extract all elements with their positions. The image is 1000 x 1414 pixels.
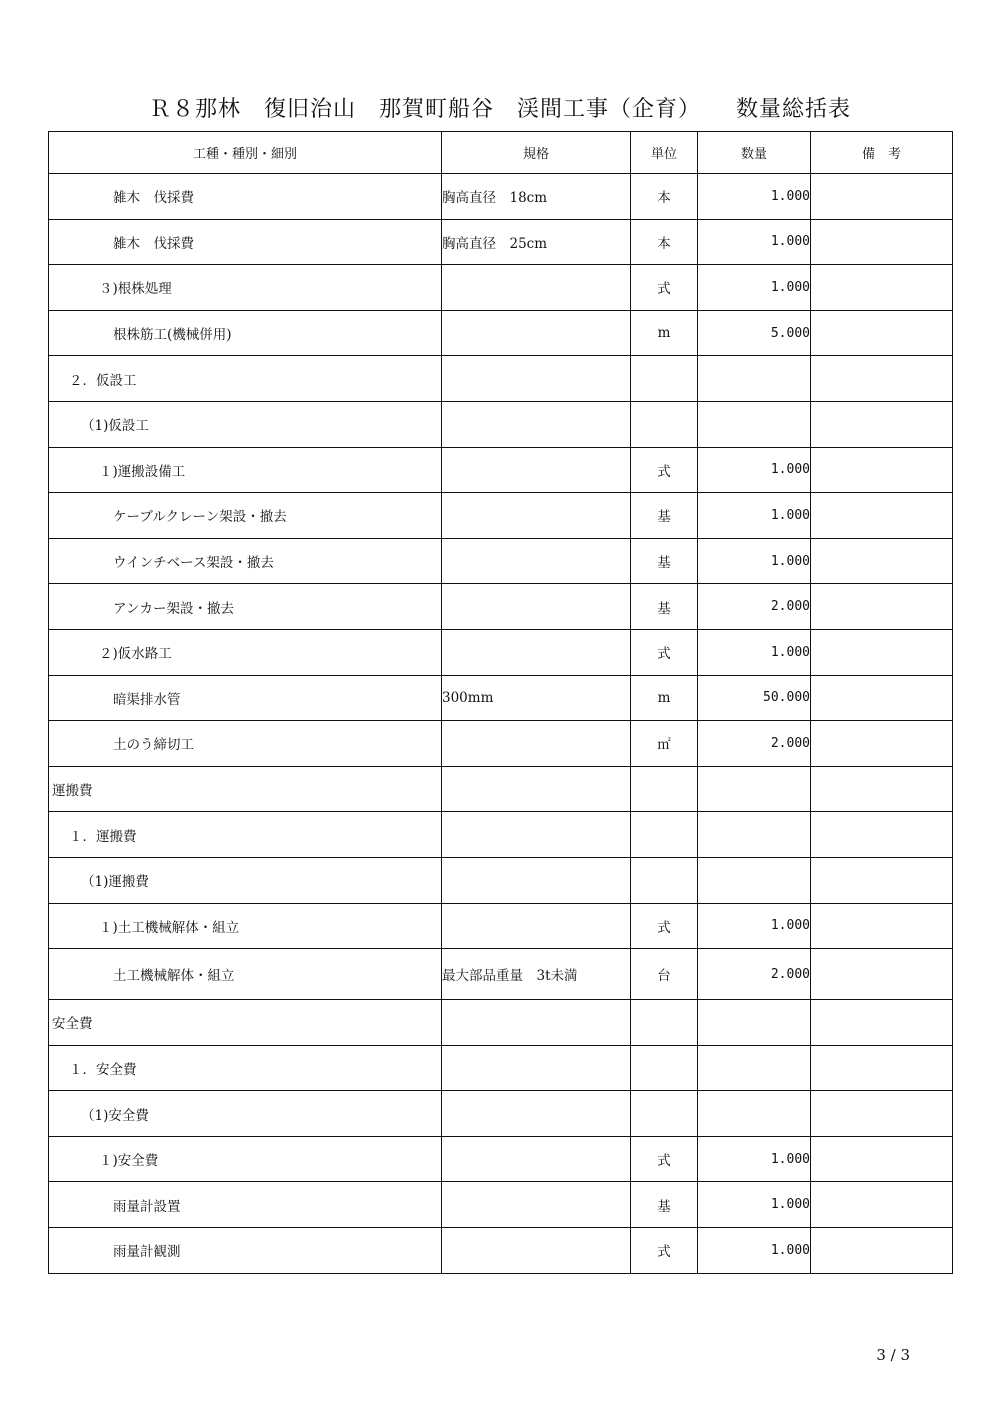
table-row xyxy=(49,265,953,311)
remarks-cell xyxy=(811,949,953,1000)
table-row xyxy=(49,1045,953,1091)
remarks-cell xyxy=(811,401,953,447)
qty-cell: 2.000 xyxy=(698,721,811,767)
qty-cell: 2.000 xyxy=(698,584,811,630)
remarks-cell xyxy=(811,903,953,949)
item-cell: （1)安全費 xyxy=(49,1091,442,1137)
table-row xyxy=(49,766,953,812)
item-cell: 運搬費 xyxy=(49,766,442,812)
qty-cell xyxy=(698,356,811,402)
qty-cell xyxy=(698,766,811,812)
table-row xyxy=(49,903,953,949)
qty-cell: 1.000 xyxy=(698,1182,811,1228)
table-body xyxy=(49,174,953,1274)
table-row xyxy=(49,219,953,265)
unit-cell: m xyxy=(631,310,698,356)
item-cell: １)安全費 xyxy=(49,1136,442,1182)
remarks-cell xyxy=(811,1228,953,1274)
unit-cell: 基 xyxy=(631,1182,698,1228)
unit-cell: 台 xyxy=(631,949,698,1000)
table-row xyxy=(49,812,953,858)
unit-cell: 基 xyxy=(631,493,698,539)
unit-cell: ㎡ xyxy=(631,721,698,767)
remarks-cell xyxy=(811,1000,953,1046)
quantity-summary-table xyxy=(48,131,953,1274)
remarks-cell xyxy=(811,356,953,402)
qty-cell: 1.000 xyxy=(698,1136,811,1182)
unit-cell: 式 xyxy=(631,447,698,493)
item-cell: １)土工機械解体・組立 xyxy=(49,903,442,949)
item-cell: 雨量計設置 xyxy=(49,1182,442,1228)
item-cell: アンカー架設・撤去 xyxy=(49,584,442,630)
unit-cell: 式 xyxy=(631,1136,698,1182)
table-row xyxy=(49,721,953,767)
table-row xyxy=(49,1182,953,1228)
qty-cell: 1.000 xyxy=(698,174,811,220)
table-row xyxy=(49,401,953,447)
remarks-cell xyxy=(811,493,953,539)
qty-cell: 2.000 xyxy=(698,949,811,1000)
remarks-cell xyxy=(811,1045,953,1091)
remarks-cell xyxy=(811,584,953,630)
remarks-cell xyxy=(811,310,953,356)
unit-cell: 式 xyxy=(631,629,698,675)
qty-cell: 50.000 xyxy=(698,675,811,721)
table-row xyxy=(49,356,953,402)
table-header-row xyxy=(49,132,953,174)
table-row xyxy=(49,1136,953,1182)
unit-cell xyxy=(631,356,698,402)
table-row xyxy=(49,310,953,356)
qty-cell: 1.000 xyxy=(698,219,811,265)
item-cell: 安全費 xyxy=(49,1000,442,1046)
item-cell: 雑木 伐採費 xyxy=(49,174,442,220)
spec-cell xyxy=(442,1000,631,1046)
item-cell: 雨量計観測 xyxy=(49,1228,442,1274)
item-cell: ２．仮設工 xyxy=(49,356,442,402)
qty-cell: 1.000 xyxy=(698,493,811,539)
remarks-cell xyxy=(811,447,953,493)
spec-cell xyxy=(442,1228,631,1274)
spec-cell xyxy=(442,1182,631,1228)
header-item: 工種・種別・細別 xyxy=(49,132,442,174)
spec-cell xyxy=(442,356,631,402)
qty-cell xyxy=(698,812,811,858)
table-row xyxy=(49,174,953,220)
header-unit: 単位 xyxy=(631,132,698,174)
spec-cell xyxy=(442,447,631,493)
header-qty: 数量 xyxy=(698,132,811,174)
spec-cell: 胸高直径 18cm xyxy=(442,174,631,220)
spec-cell xyxy=(442,903,631,949)
item-cell: 暗渠排水管 xyxy=(49,675,442,721)
page-number: 3 / 3 xyxy=(876,1346,910,1364)
item-cell: （1)仮設工 xyxy=(49,401,442,447)
spec-cell xyxy=(442,812,631,858)
unit-cell xyxy=(631,857,698,903)
qty-cell: 1.000 xyxy=(698,629,811,675)
remarks-cell xyxy=(811,538,953,584)
item-cell: 土工機械解体・組立 xyxy=(49,949,442,1000)
remarks-cell xyxy=(811,1091,953,1137)
unit-cell: 式 xyxy=(631,1228,698,1274)
unit-cell xyxy=(631,812,698,858)
remarks-cell xyxy=(811,629,953,675)
spec-cell xyxy=(442,310,631,356)
unit-cell xyxy=(631,1091,698,1137)
qty-cell: 1.000 xyxy=(698,1228,811,1274)
spec-cell xyxy=(442,265,631,311)
qty-cell xyxy=(698,1000,811,1046)
remarks-cell xyxy=(811,857,953,903)
qty-cell: 1.000 xyxy=(698,447,811,493)
remarks-cell xyxy=(811,219,953,265)
item-cell: ウインチベース架設・撤去 xyxy=(49,538,442,584)
qty-cell: 1.000 xyxy=(698,903,811,949)
item-cell: １．安全費 xyxy=(49,1045,442,1091)
qty-cell xyxy=(698,401,811,447)
table-row xyxy=(49,1000,953,1046)
spec-cell xyxy=(442,1091,631,1137)
item-cell: 雑木 伐採費 xyxy=(49,219,442,265)
table-row xyxy=(49,629,953,675)
unit-cell xyxy=(631,1045,698,1091)
table-row xyxy=(49,584,953,630)
table-row xyxy=(49,447,953,493)
table-row xyxy=(49,1091,953,1137)
spec-cell xyxy=(442,1045,631,1091)
spec-cell xyxy=(442,538,631,584)
remarks-cell xyxy=(811,675,953,721)
item-cell: ケーブルクレーン架設・撤去 xyxy=(49,493,442,539)
qty-cell xyxy=(698,1045,811,1091)
spec-cell xyxy=(442,493,631,539)
header-remarks: 備 考 xyxy=(811,132,953,174)
spec-cell xyxy=(442,1136,631,1182)
spec-cell: 最大部品重量 3t未満 xyxy=(442,949,631,1000)
spec-cell xyxy=(442,584,631,630)
unit-cell xyxy=(631,1000,698,1046)
qty-cell xyxy=(698,857,811,903)
spec-cell: 胸高直径 25cm xyxy=(442,219,631,265)
table-row xyxy=(49,949,953,1000)
qty-cell: 1.000 xyxy=(698,538,811,584)
spec-cell xyxy=(442,401,631,447)
table-row xyxy=(49,675,953,721)
item-cell: １．運搬費 xyxy=(49,812,442,858)
item-cell: ２)仮水路工 xyxy=(49,629,442,675)
remarks-cell xyxy=(811,265,953,311)
qty-cell: 1.000 xyxy=(698,265,811,311)
remarks-cell xyxy=(811,812,953,858)
remarks-cell xyxy=(811,174,953,220)
remarks-cell xyxy=(811,1182,953,1228)
spec-cell xyxy=(442,629,631,675)
unit-cell: 式 xyxy=(631,265,698,311)
spec-cell xyxy=(442,721,631,767)
item-cell: 土のう締切工 xyxy=(49,721,442,767)
item-cell: （1)運搬費 xyxy=(49,857,442,903)
document-title: Ｒ８那林 復旧治山 那賀町船谷 渓間工事（企育） 数量総括表 xyxy=(148,97,851,122)
unit-cell: 式 xyxy=(631,903,698,949)
unit-cell: 本 xyxy=(631,219,698,265)
unit-cell: 基 xyxy=(631,538,698,584)
unit-cell: m xyxy=(631,675,698,721)
header-spec: 規格 xyxy=(442,132,631,174)
qty-cell xyxy=(698,1091,811,1137)
spec-cell: 300mm xyxy=(442,675,631,721)
item-cell: １)運搬設備工 xyxy=(49,447,442,493)
unit-cell xyxy=(631,401,698,447)
table-row xyxy=(49,538,953,584)
unit-cell xyxy=(631,766,698,812)
remarks-cell xyxy=(811,1136,953,1182)
remarks-cell xyxy=(811,721,953,767)
item-cell: ３)根株処理 xyxy=(49,265,442,311)
table-row xyxy=(49,493,953,539)
spec-cell xyxy=(442,857,631,903)
unit-cell: 本 xyxy=(631,174,698,220)
spec-cell xyxy=(442,766,631,812)
item-cell: 根株筋工(機械併用) xyxy=(49,310,442,356)
remarks-cell xyxy=(811,766,953,812)
qty-cell: 5.000 xyxy=(698,310,811,356)
table-row xyxy=(49,1228,953,1274)
unit-cell: 基 xyxy=(631,584,698,630)
table-row xyxy=(49,857,953,903)
